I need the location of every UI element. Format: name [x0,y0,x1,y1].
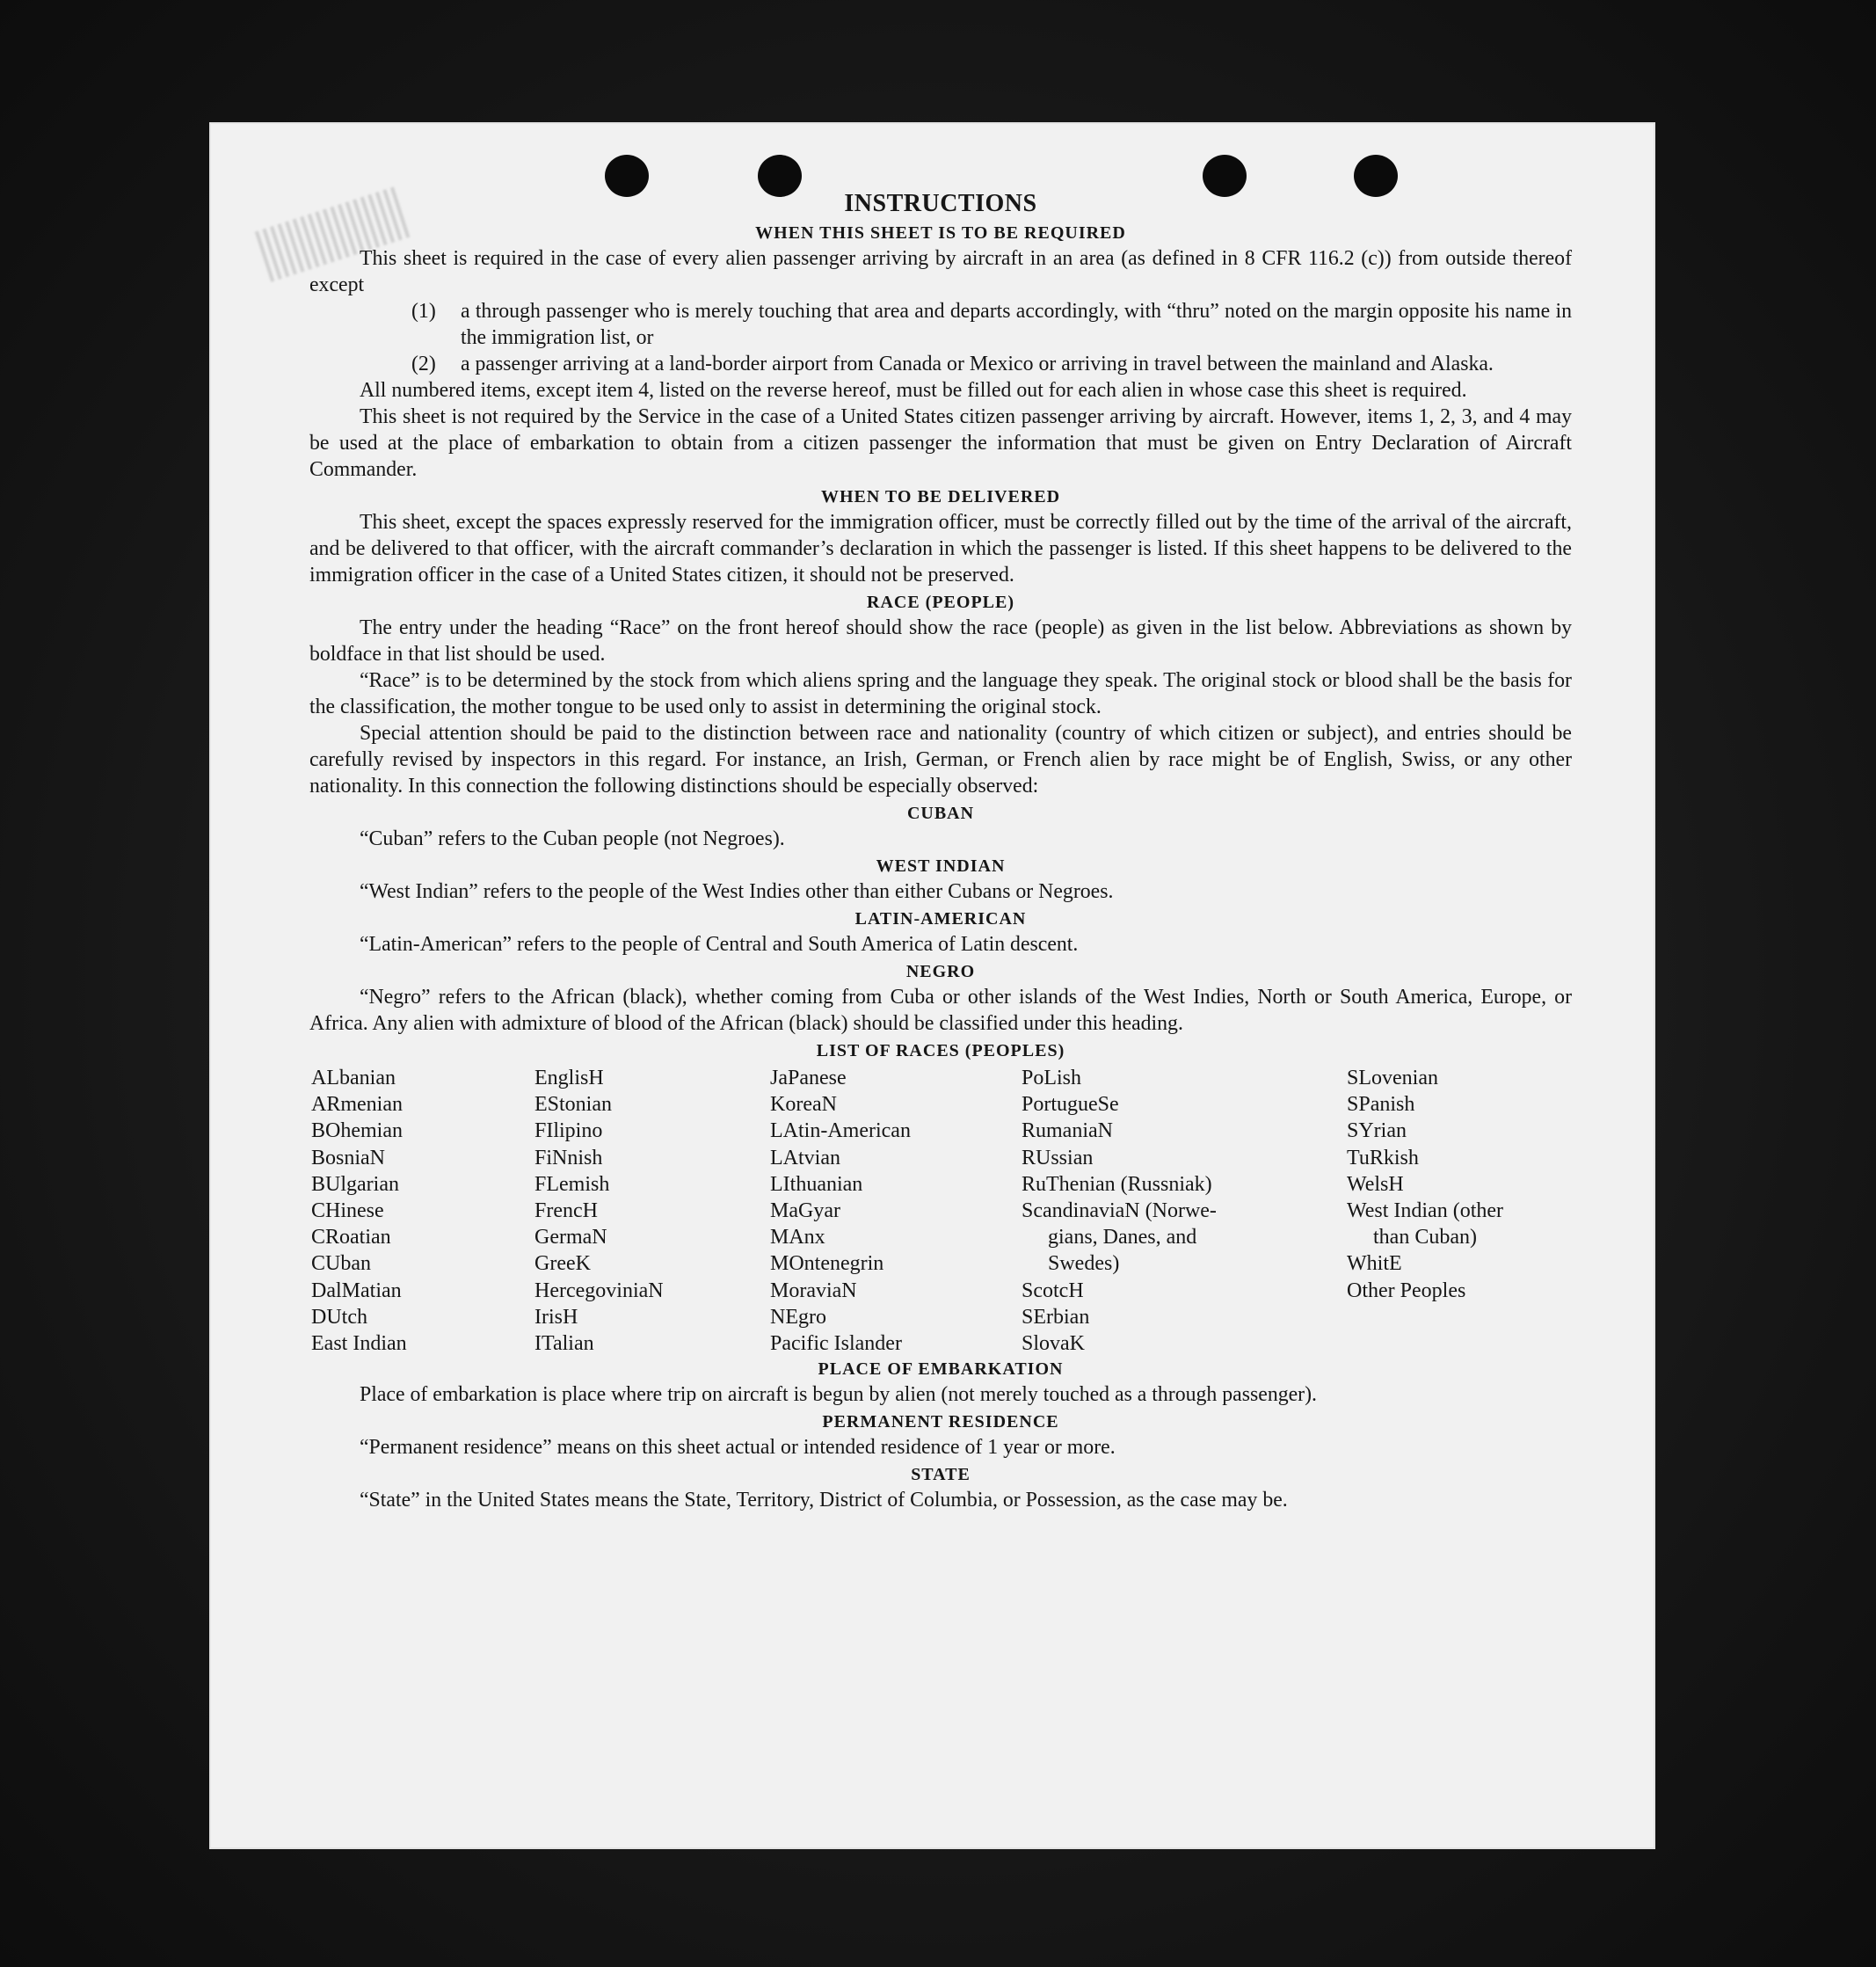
paragraph-residence: “Permanent residence” means on this sheet actual or intended residence of 1 year or more. [360,1436,1116,1459]
page-title: INSTRUCTIONS [844,190,1037,217]
race-item: West Indian (other [1347,1199,1504,1223]
paragraph-cuban: “Cuban” refers to the Cuban people (not Negroes). [360,827,785,850]
item-text: a passenger arriving at a land-border airport from Canada or Mexico or arriving in travel between the mainland and Alaska. [461,353,1494,375]
item-text: a through passenger who is merely touching that area and departs accordingly, with “thru” noted on the margin opposite his name in the immigration list, or [461,300,1572,349]
heading-west-indian: WEST INDIAN [876,856,1006,876]
race-item: GreeK [534,1252,591,1276]
race-column-3 [770,1065,911,1357]
race-item: ITalian [534,1332,594,1356]
race-item-continued: Swedes) [1048,1252,1120,1276]
race-column-1 [311,1065,407,1357]
paragraph-latin-american: “Latin-American” refers to the people of Central and South America of Latin descent. [360,933,1079,956]
heading-state: STATE [911,1465,971,1484]
race-item-continued: than Cuban) [1373,1226,1477,1249]
race-list [309,1065,1572,1355]
race-item: DUtch [311,1305,367,1329]
heading-place-of-embarkation: PLACE OF EMBARKATION [818,1359,1064,1379]
paragraph-numbered-items: All numbered items, except item 4, listed on the reverse hereof, must be filled out for each alien in whose case this sheet is required. [360,379,1467,402]
heading-negro: NEGRO [905,962,976,981]
race-item: MAnx [770,1226,825,1249]
race-column-4 [1022,1065,1217,1357]
race-item: Other Peoples [1347,1279,1466,1302]
paragraph-west-indian: “West Indian” refers to the people of the West Indies other than either Cubans or Negroes. [360,880,1114,903]
race-item: WhitE [1347,1252,1402,1276]
race-item: MoraviaN [770,1279,857,1302]
race-item: PoLish [1022,1067,1082,1089]
race-item: BosniaN [311,1146,385,1169]
race-item: PortugueSe [1022,1093,1119,1117]
race-item: RUssian [1022,1146,1094,1169]
race-item: SErbian [1022,1305,1090,1329]
instructions-body [309,189,1572,1513]
heading-list-of-races: LIST OF RACES (PEOPLES) [816,1041,1065,1060]
paragraph-required-intro: This sheet is required in the case of every alien passenger arriving by aircraft in an area (as defined in 8 CFR 116.2 (c)) from outside thereof except [309,247,1572,296]
item-number: (1) [411,300,436,323]
race-item: HercegoviniaN [534,1279,664,1302]
race-item: ARmenian [311,1093,403,1117]
race-item: SPanish [1347,1093,1415,1117]
heading-permanent-residence: PERMANENT RESIDENCE [822,1412,1059,1432]
race-item: East Indian [311,1332,407,1356]
race-item: CHinese [311,1199,384,1223]
paragraph-negro: “Negro” refers to the African (black), whether coming from Cuba or other islands of the West Indies, North or South America, Europe, or Africa. Any alien with admixture of blood of the African (black) should be classified under this heading. [309,986,1572,1035]
race-item: ALbanian [311,1067,396,1089]
item-number: (2) [411,353,436,375]
race-item: RumaniaN [1022,1119,1113,1143]
paragraph-embarkation: Place of embarkation is place where trip on aircraft is begun by alien (not merely touched as a through passenger). [360,1383,1317,1406]
race-item: MOntenegrin [770,1252,884,1276]
paragraph-delivered: This sheet, except the spaces expressly reserved for the immigration officer, must be correctly filled out by the time of the arrival of the aircraft, and be delivered to that officer, with the aircraft commander’s declaration in which the passenger is listed. If this sheet happens to be delivered to the immigration officer in the case of a United States citizen, it should not be preserved. [309,511,1572,586]
heading-when-required: WHEN THIS SHEET IS TO BE REQUIRED [755,223,1126,243]
race-item: TuRkish [1347,1146,1419,1169]
race-column-5 [1347,1065,1503,1304]
race-column-2 [534,1065,664,1357]
race-item: FLemish [534,1172,610,1196]
race-item: SlovaK [1022,1332,1085,1356]
numbered-item-2 [309,351,1572,377]
race-item-continued: gians, Danes, and [1048,1226,1197,1249]
race-item: LAtin-American [770,1119,911,1143]
race-item: LIthuanian [770,1172,863,1196]
race-item: FrencH [534,1199,598,1223]
race-item: MaGyar [770,1199,840,1223]
numbered-item-1 [309,298,1572,351]
race-item: SLovenian [1347,1067,1438,1089]
race-item: CRoatian [311,1226,391,1249]
race-item: WelsH [1347,1172,1404,1196]
heading-when-delivered: WHEN TO BE DELIVERED [820,487,1061,506]
heading-race: RACE (PEOPLE) [867,593,1014,612]
race-item: LAtvian [770,1146,840,1169]
race-item: ScandinaviaN (Norwe- [1022,1199,1217,1223]
race-item: Pacific Islander [770,1332,902,1356]
paragraph-race-2: “Race” is to be determined by the stock from which aliens spring and the language they speak. The original stock or blood shall be the basis for the classification, the mother tongue to be used only to assist in determining the original stock. [309,669,1572,718]
race-item: RuThenian (Russniak) [1022,1172,1212,1196]
heading-latin-american: LATIN-AMERICAN [854,909,1027,929]
race-item: BUlgarian [311,1172,399,1196]
paragraph-citizen: This sheet is not required by the Service in the case of a United States citizen passenger arriving by aircraft. However, items 1, 2, 3, and 4 may be used at the place of embarkation to obtain from a citizen passenger the information that must be given on Entry Declaration of Aircraft Commander. [309,405,1572,481]
race-item: IrisH [534,1305,578,1329]
race-item: KoreaN [770,1093,837,1117]
paragraph-race-1: The entry under the heading “Race” on the front hereof should show the race (people) as given in the list below. Abbreviations as shown by boldface in that list should be used. [309,616,1572,666]
paragraph-race-3: Special attention should be paid to the distinction between race and nationality (country of which citizen or subject), and entries should be carefully revised by inspectors in this regard. For instance, an Irish, German, or French alien by race might be of English, Swiss, or any other nationality. In this connection the following distinctions should be especially observed: [309,722,1572,798]
race-item: FIlipino [534,1119,603,1143]
race-item: BOhemian [311,1119,403,1143]
paragraph-state: “State” in the United States means the State, Territory, District of Columbia, or Possession, as the case may be. [360,1489,1288,1512]
race-item: EnglisH [534,1067,604,1089]
document-sheet [211,124,1654,1847]
race-item: SYrian [1347,1119,1407,1143]
race-item: JaPanese [770,1067,847,1089]
race-item: GermaN [534,1226,607,1249]
race-item: CUban [311,1252,371,1276]
heading-cuban: CUBAN [906,804,975,823]
race-item: EStonian [534,1093,612,1117]
race-item: FiNnish [534,1146,603,1169]
race-item: ScotcH [1022,1279,1084,1302]
race-item: NEgro [770,1305,826,1329]
race-item: DalMatian [311,1279,402,1302]
